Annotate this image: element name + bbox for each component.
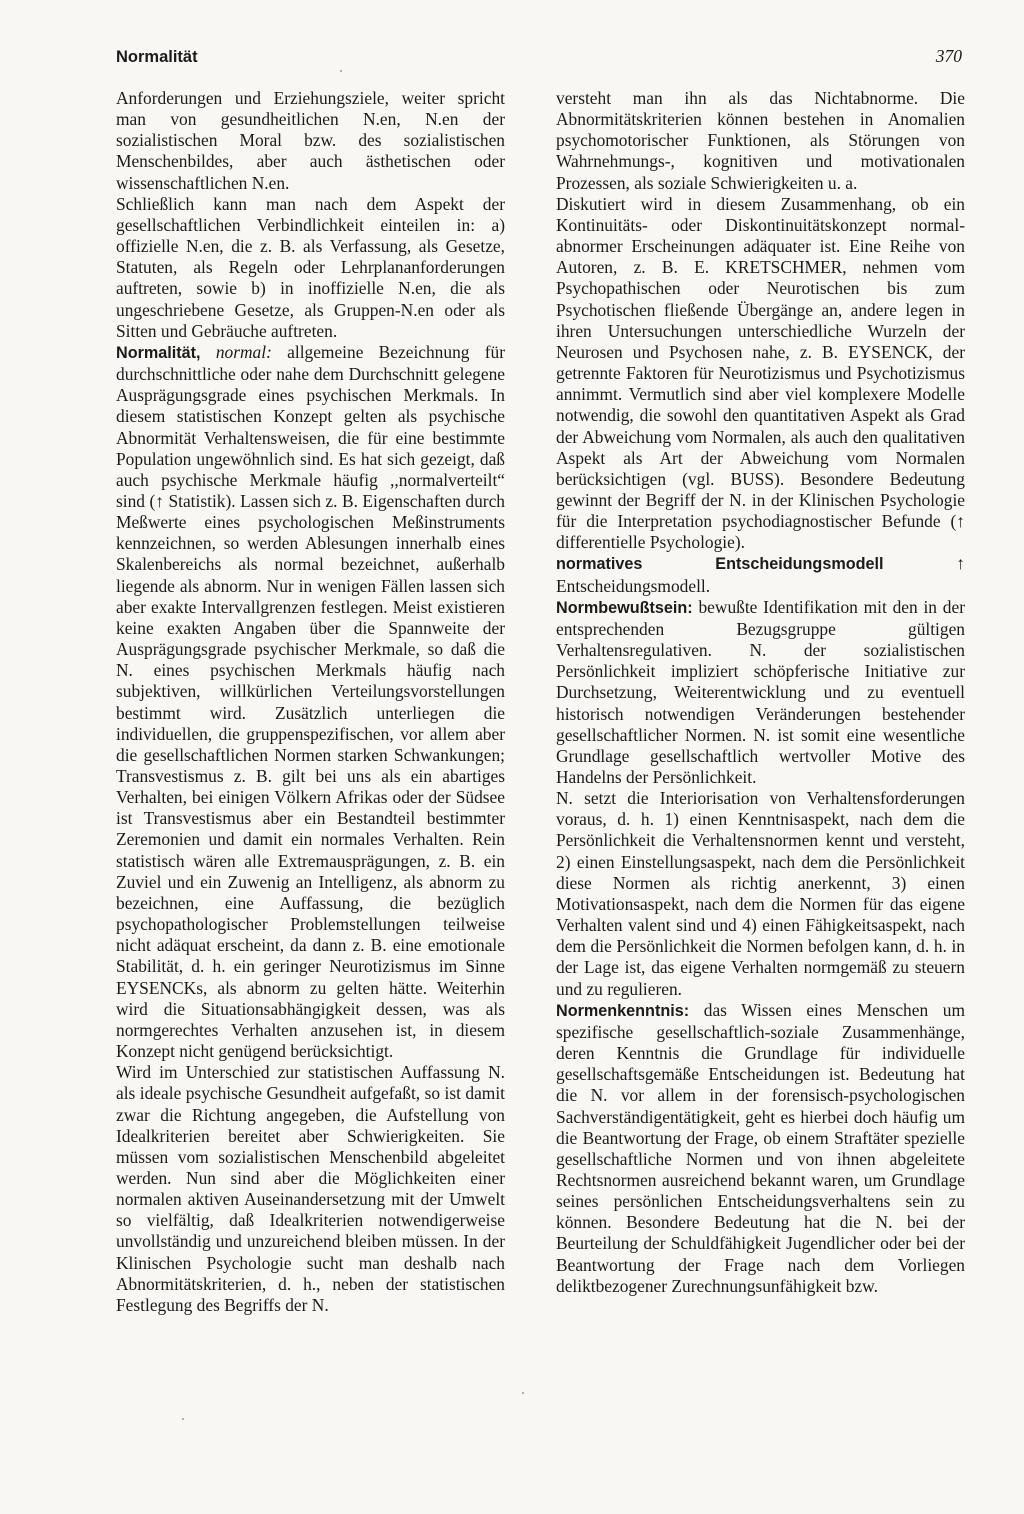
- paragraph: [556, 88, 965, 194]
- entry-term: Normenkenntnis:: [556, 1001, 690, 1020]
- entry-normatives-entscheidungsmodell: [556, 553, 965, 596]
- entry-normenkenntnis: [556, 1000, 965, 1297]
- paragraph: [116, 1062, 505, 1316]
- paragraph: [116, 194, 505, 342]
- paragraph: [556, 788, 965, 1000]
- page-number: 370: [935, 46, 962, 66]
- scan-speck: [182, 1418, 184, 1420]
- entry-text: bewußte Identifikation mit den in der entsprechenden Bezugsgruppe gültigen Verhaltensregulativen. N. der sozialistischen Persönlichkeit impliziert schöpferische Initiative zur Durchsetzung, Weiterentwicklung und zu eventuell historisch notwendigen Veränderungen bestehender gesellschaftlicher Normen. N. ist somit eine wesentliche Grundlage gesellschaftlich wertvoller Motive des Handelns der Persönlichkeit.: [556, 596, 965, 787]
- paragraph: [116, 88, 505, 194]
- scan-speck: [522, 1392, 524, 1394]
- entry-text: das Wissen eines Menschen um spezifische gesellschaftlich-soziale Zusammenhänge, deren Kenntnis die Grundlage für individuelle gesellschaftsgemäße Entscheidungen ist. Bedeutung hat die N. vor allem in der forensisch-psychologischen Sachverständigentätigkeit, geht es hierbei doch häufig um die Beantwortung der Frage, ob einem Straftäter spezielle gesellschaftliche Normen und von ihnen abgeleitete Rechtsnormen ausreichend bekannt waren, um Grundlage seines persönlichen Entscheidungsverhaltens sein zu können. Besondere Bedeutung hat die N. bei der Beurteilung der Schuldfähigkeit Jugendlicher oder bei der Beantwortung der Frage nach dem Vorliegen deliktbezogener Zurechnungsunfähigkeit bzw.: [556, 999, 965, 1296]
- left-column: [116, 88, 505, 1316]
- entry-term-variant: normal:: [215, 341, 272, 362]
- scan-speck: [340, 70, 342, 72]
- paragraph-text: N. setzt die Interiorisation von Verhaltensforderungen voraus, d. h. 1) einen Kenntnisaspekt, nach dem die Persönlichkeit die Verhaltensnormen kennt und versteht, 2) einen Einstellungsaspekt, nach dem die Persönlichkeit diese Normen als richtig anerkennt, 3) einen Motivationsaspekt, nach dem die Normen für das eigene Verhalten valent sind und 4) einen Fähigkeitsaspekt, nach dem die Persönlichkeit die Normen befolgen kann, d. h. in der Lage ist, das eigene Verhalten normgemäß zu steuern und zu regulieren.: [556, 788, 965, 999]
- right-column: [556, 88, 965, 1297]
- paragraph-text: versteht man ihn als das Nichtabnorme. Die Abnormitätskriterien können bestehen in Anomalien psychomotorischer Funktionen, als Störungen von Wahrnehmungs-, kognitiven und motivationalen Prozessen, als soziale Schwierigkeiten u. a.: [556, 88, 965, 193]
- entry-text: allgemeine Bezeichnung für durchschnittliche oder nahe dem Durchschnitt gelegene Ausprägungsgrade eines psychischen Merkmals. In diesem statistischen Konzept gelten als psychische Abnormität Verhaltensweisen, die für eine bestimmte Population ungewöhnlich sind. Es hat sich gezeigt, daß auch psychische Merkmale häufig ,,normalverteilt“ sind (↑ Statistik). Lassen sich z. B. Eigenschaften durch Meßwerte eines psychologischen Meßinstruments kennzeichnen, so werden Ablesungen innerhalb eines Skalenbereichs als normal bezeichnet, außerhalb liegende als abnorm. Nur in wenigen Fällen lassen sich aber exakte Intervallgrenzen festlegen. Meist existieren keine exakten Angaben über die Spannweite der Ausprägungsgrade psychischer Merkmale, so daß die N. eines psychischen Merkmals häufig nach subjektiven, willkürlichen Verteilungsvorstellungen bestimmt wird. Zusätzlich unterliegen die individuellen, die gruppenspezifischen, vor allem aber die gesellschaftlichen Normen starken Schwankungen; Transvestismus z. B. gilt bei uns als ein abartiges Verhalten, bei einigen Völkern Afrikas oder der Südsee ist Transvestismus aber ein Bestandteil bestimmter Zeremonien und damit ein normales Verhalten. Rein statistisch wären alle Extremausprägungen, z. B. ein Zuviel und ein Zuwenig an Intelligenz, als abnorm zu bezeichnen, eine Auffassung, die bezüglich psychopathologischer Problemstellungen teilweise nicht adäquat erscheint, da dann z. B. eine emotionale Stabilität, d. h. ein geringer Neurotizismus im Sinne EYSENCKs, als abnorm zu gelten hätte. Weiterhin wird die Situationsabhängigkeit dessen, was als normgerechtes Verhalten anzusehen ist, in diesem Konzept nicht genügend berücksichtigt.: [116, 341, 505, 1062]
- paragraph-text: Diskutiert wird in diesem Zusammenhang, ob ein Kontinuitäts- oder Diskontinuitätskonzept normal-abnormer Erscheinungen adäquater ist. Eine Reihe von Autoren, z. B. E. KRETSCHMER, nehmen vom Psychopathischen oder Neurotischen bis zum Psychotischen fließende Übergänge an, andere legen in ihren Untersuchungen unterschiedliche Wurzeln der Neurosen und Psychosen nahe, z. B. EYSENCK, der getrennte Faktoren für Neurotizismus und Psychotizismus annimmt. Vermutlich sind aber viel komplexere Modelle notwendig, die sowohl den quantitativen Aspekt als Grad der Abweichung vom Normalen, als auch den qualitativen Aspekt als Art der Abweichung vom Normalen berücksichtigen (vgl. BUSS). Besondere Bedeutung gewinnt der Begriff der N. in der Klinischen Psychologie für die Interpretation psychodiagnostischer Befunde (↑ differentielle Psychologie).: [556, 193, 965, 553]
- entry-term: Normbewußtsein:: [556, 598, 693, 617]
- paragraph-text: Anforderungen und Erziehungsziele, weiter spricht man von gesundheitlichen N.en, N.en der sozialistischen Moral bzw. des sozialistischen Menschenbildes, aber auch ästhetischen oder wissenschaftlichen N.en.: [116, 88, 505, 193]
- entry-normalitaet: [116, 342, 505, 1062]
- cross-reference-link[interactable]: ↑ Entscheidungsmodell.: [556, 553, 965, 596]
- entry-term: normatives Entscheidungsmodell: [556, 555, 884, 574]
- paragraph-text: Wird im Unterschied zur statistischen Auffassung N. als ideale psychische Gesundheit aufgefaßt, so ist damit zwar die Richtung angegeben, die Aufstellung von Idealkriterien bereitet aber Schwierigkeiten. Sie müssen vom sozialistischen Menschenbild abgeleitet werden. Nun sind aber die Möglichkeiten einer normalen aktiven Auseinandersetzung mit der Umwelt so vielfältig, daß Idealkriterien notwendigerweise unvollständig und unzureichend bleiben müssen. In der Klinischen Psychologie sucht man deshalb nach Abnormitätskriterien, d. h., neben der statistischen Festlegung des Begriffs der N.: [116, 1062, 505, 1315]
- paragraph-text: Schließlich kann man nach dem Aspekt der gesellschaftlichen Verbindlichkeit einteilen in: a) offizielle N.en, die z. B. als Verfassung, als Gesetze, Statuten, als Regeln oder Lehrplananforderungen auftreten, sowie b) in inoffizielle N.en, die als ungeschriebene Gesetze, als Gruppen-N.en oder als Sitten und Gebräuche auftreten.: [116, 193, 505, 341]
- running-header-title: Normalität: [116, 48, 198, 66]
- entry-term: Normalität,: [116, 343, 201, 362]
- entry-normbewusstsein: [556, 597, 965, 788]
- paragraph: [556, 194, 965, 554]
